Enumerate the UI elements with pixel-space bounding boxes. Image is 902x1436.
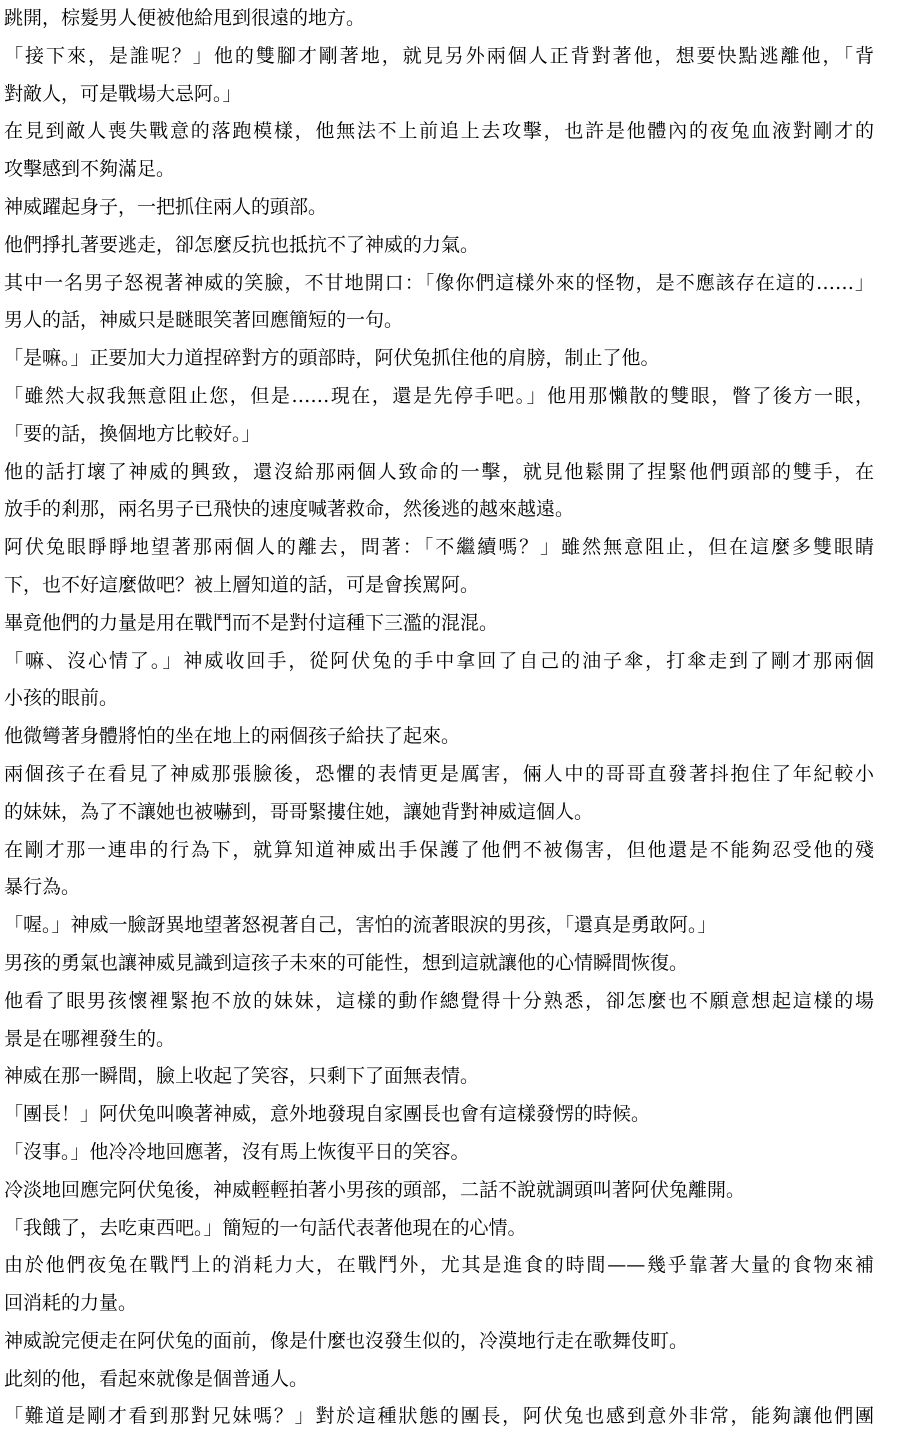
text-line: 攻擊感到不夠滿足。	[4, 158, 176, 181]
text-line: 阿伏兔眼睜睜地望著那兩個人的離去，問著：「不繼續嗎？」雖然無意阻止，但在這麼多雙眼睛	[4, 536, 874, 559]
text-line: 男孩的勇氣也讓神威見識到這孩子未來的可能性，想到這就讓他的心情瞬間恢復。	[4, 951, 689, 974]
text-line: 「是嘛。」正要加大力道捏碎對方的頭部時，阿伏兔抓住他的肩膀，制止了他。	[4, 347, 660, 370]
text-line: 跳開，棕髮男人便被他給甩到很遠的地方。	[4, 7, 366, 29]
text-line: 神威躍起身子，一把抓住兩人的頭部。	[4, 195, 328, 218]
text-line: 在剛才那一連串的行為下，就算知道神威出手保護了他們不被傷害，但他還是不能夠忍受他的殘	[4, 838, 874, 861]
text-line: 兩個孩子在看見了神威那張臉後，恐懼的表情更是厲害，倆人中的哥哥直發著抖抱住了年紀較小	[4, 762, 874, 785]
text-line: 對敵人，可是戰場大忌阿。」	[4, 82, 242, 105]
text-line: 「難道是剛才看到那對兄妹嗎？」對於這種狀態的團長，阿伏兔也感到意外非常，能夠讓他們團	[4, 1405, 874, 1428]
text-line: 「接下來，是誰呢？」他的雙腳才剛著地，就見另外兩個人正背對著他，想要快點逃離他，「背	[4, 44, 874, 67]
text-line: 男人的話，神威只是瞇眼笑著回應簡短的一句。	[4, 309, 404, 332]
text-line: 此刻的他，看起來就像是個普通人。	[4, 1367, 309, 1390]
text-line: 其中一名男子怒視著神威的笑臉，不甘地開口：「像你們這樣外來的怪物，是不應該存在這的……」	[4, 271, 874, 294]
text-line: 神威說完便走在阿伏兔的面前，像是什麼也沒發生似的，冷漠地行走在歌舞伎町。	[4, 1329, 689, 1352]
text-line: 冷淡地回應完阿伏兔後，神威輕輕拍著小男孩的頭部，二話不說就調頭叫著阿伏兔離開。	[4, 1178, 746, 1201]
text-line: 暴行為。	[4, 876, 81, 899]
text-line: 下，也不好這麼做吧？被上層知道的話，可是會挨罵阿。	[4, 573, 480, 596]
text-line: 「我餓了，去吃東西吧。」簡短的一句話代表著他現在的心情。	[4, 1216, 527, 1239]
text-line: 「嘛、沒心情了。」神威收回手，從阿伏兔的手中拿回了自己的油子傘，打傘走到了剛才那兩個	[4, 649, 874, 672]
text-line: 在見到敵人喪失戰意的落跑模樣，他無法不上前追上去攻擊，也許是他體內的夜兔血液對剛才的	[4, 120, 874, 143]
text-line: 「喔。」神威一臉訝異地望著怒視著自己，害怕的流著眼淚的男孩，「還真是勇敢阿。」	[4, 914, 717, 937]
text-line: 神威在那一瞬間，臉上收起了笑容，只剩下了面無表情。	[4, 1065, 480, 1088]
text-line: 畢竟他們的力量是用在戰鬥而不是對付這種下三濫的混混。	[4, 611, 499, 634]
text-line: 他的話打壞了神威的興致，還沒給那兩個人致命的一擊，就見他鬆開了捏緊他們頭部的雙手，在	[4, 460, 874, 483]
text-line: 他們掙扎著要逃走，卻怎麼反抗也抵抗不了神威的力氣。	[4, 233, 480, 256]
text-line: 由於他們夜兔在戰鬥上的消耗力大，在戰鬥外，尤其是進食的時間——幾乎靠著大量的食物來補	[4, 1254, 874, 1277]
text-line: 「雖然大叔我無意阻止您，但是……現在，還是先停手吧。」他用那懶散的雙眼，瞥了後方一眼，	[4, 384, 874, 407]
text-line: 「團長！」阿伏兔叫喚著神威，意外地發現自家團長也會有這樣發愣的時候。	[4, 1103, 651, 1126]
text-line: 回消耗的力量。	[4, 1292, 138, 1315]
document-page	[4, 0, 874, 1436]
text-line: 放手的剎那，兩名男子已飛快的速度喊著救命，然後逃的越來越遠。	[4, 498, 575, 521]
text-line: 景是在哪裡發生的。	[4, 1027, 176, 1050]
text-line: 他看了眼男孩懷裡緊抱不放的妹妹，這樣的動作總覺得十分熟悉，卻怎麼也不願意想起這樣的場	[4, 989, 874, 1012]
text-line: 小孩的眼前。	[4, 687, 119, 710]
text-line: 「沒事。」他冷冷地回應著，沒有馬上恢復平日的笑容。	[4, 1140, 470, 1163]
text-line: 他微彎著身體將怕的坐在地上的兩個孩子給扶了起來。	[4, 725, 461, 748]
text-line: 的妹妹，為了不讓她也被嚇到，哥哥緊摟住她，讓她背對神威這個人。	[4, 800, 594, 823]
text-line: 「要的話，換個地方比較好。」	[4, 422, 261, 445]
